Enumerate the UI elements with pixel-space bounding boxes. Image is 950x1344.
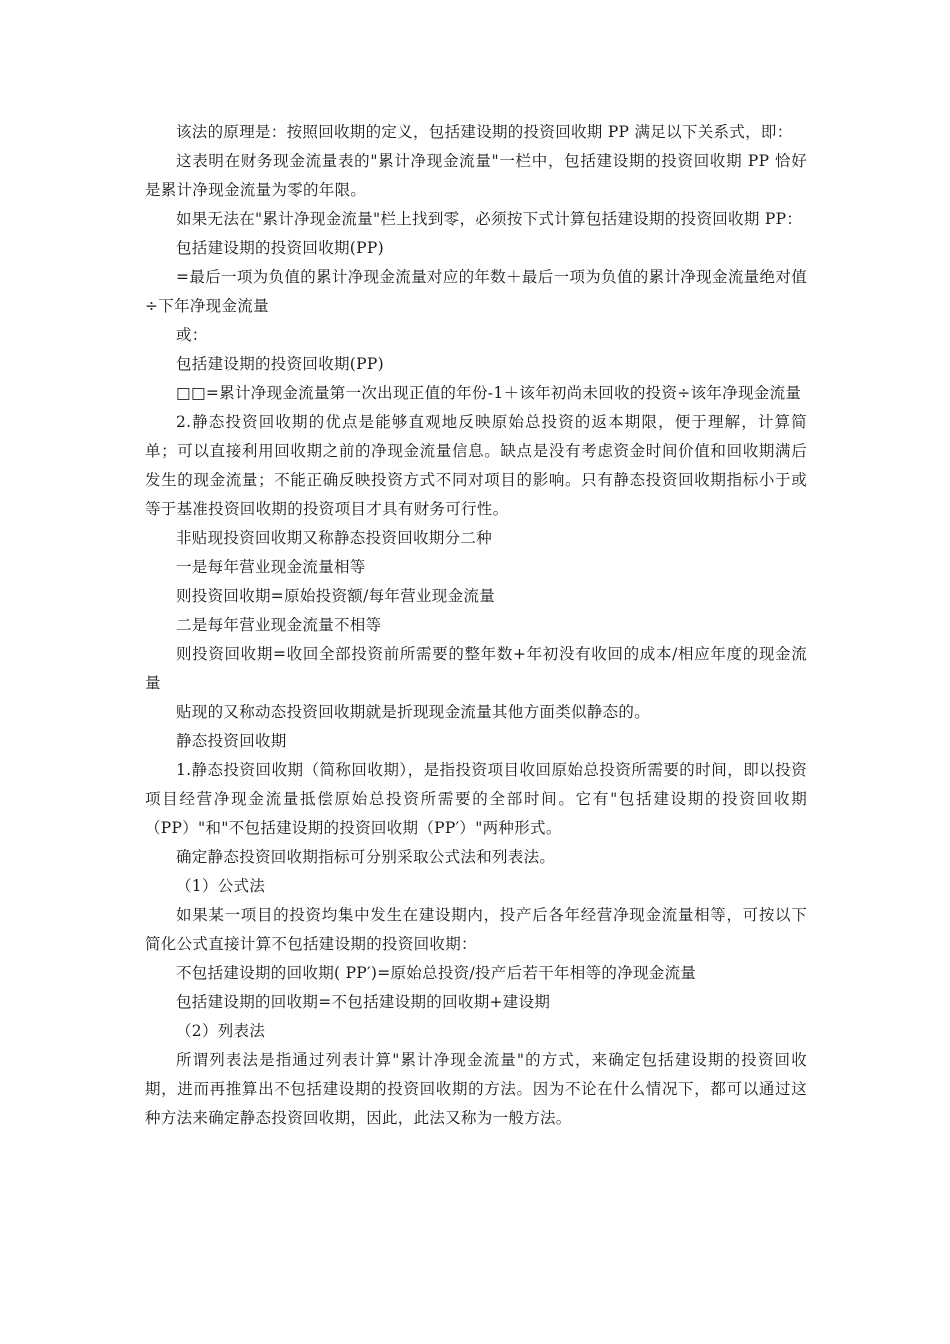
formula-heading: 包括建设期的投资回收期(PP)	[176, 355, 384, 373]
subsection-heading: （2）列表法	[176, 1022, 266, 1040]
paragraph: 该法的原理是：按照回收期的定义，包括建设期的投资回收期 PP 满足以下关系式，即：	[176, 123, 793, 141]
paragraph: 所谓列表法是指通过列表计算"累计净现金流量"的方式，来确定包括建设期的投资回收期，进而再推算出不包括建设期的投资回收期的方法。因为不论在什么情况下，都可以通过这种方法来确定静态投资回收期，因此，此法又称为一般方法。	[145, 1051, 807, 1127]
formula-line: 则投资回收期=原始投资额/每年营业现金流量	[176, 587, 496, 605]
paragraph: 贴现的又称动态投资回收期就是折现现金流量其他方面类似静态的。	[176, 703, 651, 721]
paragraph: 确定静态投资回收期指标可分别采取公式法和列表法。	[176, 848, 556, 866]
subsection-heading: （1）公式法	[176, 877, 266, 895]
paragraph: 二是每年营业现金流量不相等	[176, 616, 382, 634]
section-heading: 静态投资回收期	[176, 732, 287, 750]
formula-heading: 包括建设期的投资回收期(PP)	[176, 239, 384, 257]
formula-line: □□=累计净现金流量第一次出现正值的年份-1＋该年初尚未回收的投资÷该年净现金流量	[176, 384, 802, 402]
paragraph: 如果某一项目的投资均集中发生在建设期内，投产后各年经营净现金流量相等，可按以下简化公式直接计算不包括建设期的投资回收期：	[145, 906, 807, 953]
formula-line: 包括建设期的回收期=不包括建设期的回收期+建设期	[176, 993, 551, 1011]
formula-line: =最后一项为负值的累计净现金流量对应的年数＋最后一项为负值的累计净现金流量绝对值÷下年净现金流量	[145, 268, 807, 315]
formula-line: 则投资回收期=收回全部投资前所需要的整年数+年初没有收回的成本/相应年度的现金流量	[145, 645, 807, 692]
paragraph: 或：	[176, 326, 208, 344]
paragraph: 2.静态投资回收期的优点是能够直观地反映原始总投资的返本期限，便于理解，计算简单；可以直接利用回收期之前的净现金流量信息。缺点是没有考虑资金时间价值和回收期满后发生的现金流量；不能正确反映投资方式不同对项目的影响。只有静态投资回收期指标小于或等于基准投资回收期的投资项目才具有财务可行性。	[145, 413, 807, 518]
paragraph: 一是每年营业现金流量相等	[176, 558, 366, 576]
paragraph: 非贴现投资回收期又称静态投资回收期分二种	[176, 529, 493, 547]
document-body	[145, 118, 807, 1133]
paragraph: 1.静态投资回收期（简称回收期），是指投资项目收回原始总投资所需要的时间，即以投资项目经营净现金流量抵偿原始总投资所需要的全部时间。它有"包括建设期的投资回收期（PP）"和"不包括建设期的投资回收期（PP′）"两种形式。	[145, 761, 807, 837]
formula-line: 不包括建设期的回收期( PP′)=原始总投资/投产后若干年相等的净现金流量	[176, 964, 697, 982]
paragraph: 这表明在财务现金流量表的"累计净现金流量"一栏中，包括建设期的投资回收期 PP 恰好是累计净现金流量为零的年限。	[145, 152, 807, 199]
paragraph: 如果无法在"累计净现金流量"栏上找到零，必须按下式计算包括建设期的投资回收期 PP：	[176, 210, 803, 228]
